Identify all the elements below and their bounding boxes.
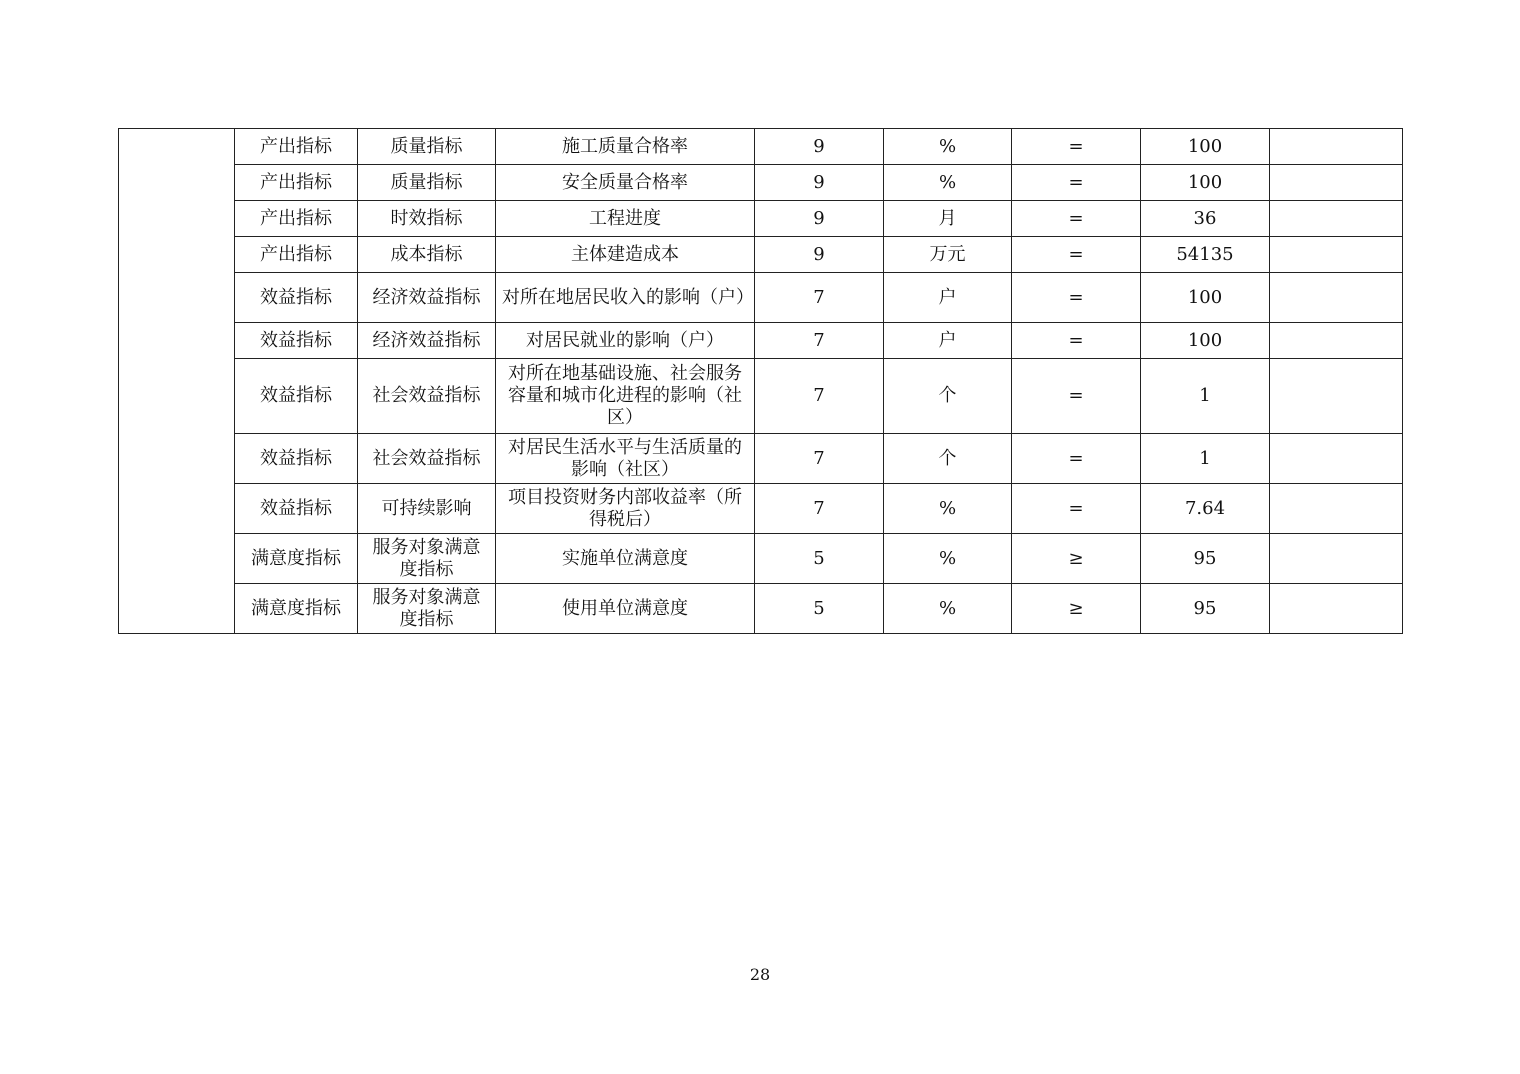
weight-cell: 5 — [755, 584, 884, 634]
unit-cell: % — [884, 584, 1012, 634]
table-row — [119, 201, 1403, 237]
target-value-cell: 95 — [1141, 584, 1270, 634]
weight-cell: 9 — [755, 165, 884, 201]
operator-cell: = — [1012, 273, 1141, 323]
table-body — [119, 129, 1403, 634]
remark-cell — [1270, 323, 1403, 359]
table-row — [119, 359, 1403, 434]
operator-cell: = — [1012, 484, 1141, 534]
level2-indicator-cell: 服务对象满意度指标 — [358, 584, 496, 634]
merged-blank-cell — [119, 129, 235, 634]
operator-cell: ≥ — [1012, 584, 1141, 634]
remark-cell — [1270, 359, 1403, 434]
unit-cell: 个 — [884, 434, 1012, 484]
level2-indicator-cell: 服务对象满意度指标 — [358, 534, 496, 584]
operator-cell: = — [1012, 237, 1141, 273]
target-value-cell: 100 — [1141, 129, 1270, 165]
unit-cell: % — [884, 534, 1012, 584]
level1-indicator-cell: 满意度指标 — [235, 584, 358, 634]
remark-cell — [1270, 584, 1403, 634]
operator-cell: = — [1012, 129, 1141, 165]
unit-cell: 万元 — [884, 237, 1012, 273]
page-number: 28 — [749, 965, 771, 984]
unit-cell: 个 — [884, 359, 1012, 434]
operator-cell: = — [1012, 323, 1141, 359]
level1-indicator-cell: 产出指标 — [235, 129, 358, 165]
unit-cell: % — [884, 129, 1012, 165]
level3-indicator-cell: 使用单位满意度 — [496, 584, 755, 634]
remark-cell — [1270, 129, 1403, 165]
target-value-cell: 100 — [1141, 323, 1270, 359]
level1-indicator-cell: 效益指标 — [235, 484, 358, 534]
level2-indicator-cell: 质量指标 — [358, 165, 496, 201]
operator-cell: = — [1012, 359, 1141, 434]
level1-indicator-cell: 效益指标 — [235, 434, 358, 484]
table-row — [119, 434, 1403, 484]
level3-indicator-cell: 对居民生活水平与生活质量的影响（社区） — [496, 434, 755, 484]
weight-cell: 7 — [755, 273, 884, 323]
table-row — [119, 165, 1403, 201]
level2-indicator-cell: 时效指标 — [358, 201, 496, 237]
target-value-cell: 1 — [1141, 434, 1270, 484]
performance-indicator-table — [118, 128, 1403, 634]
level1-indicator-cell: 产出指标 — [235, 201, 358, 237]
weight-cell: 7 — [755, 484, 884, 534]
level2-indicator-cell: 可持续影响 — [358, 484, 496, 534]
level3-indicator-cell: 实施单位满意度 — [496, 534, 755, 584]
target-value-cell: 36 — [1141, 201, 1270, 237]
table-row — [119, 129, 1403, 165]
weight-cell: 7 — [755, 323, 884, 359]
level1-indicator-cell: 效益指标 — [235, 359, 358, 434]
operator-cell: = — [1012, 201, 1141, 237]
level2-indicator-cell: 经济效益指标 — [358, 273, 496, 323]
operator-cell: ≥ — [1012, 534, 1141, 584]
table-row — [119, 323, 1403, 359]
level3-indicator-cell: 对居民就业的影响（户） — [496, 323, 755, 359]
level2-indicator-cell: 质量指标 — [358, 129, 496, 165]
operator-cell: = — [1012, 434, 1141, 484]
weight-cell: 7 — [755, 434, 884, 484]
target-value-cell: 95 — [1141, 534, 1270, 584]
unit-cell: % — [884, 165, 1012, 201]
level1-indicator-cell: 产出指标 — [235, 165, 358, 201]
unit-cell: % — [884, 484, 1012, 534]
remark-cell — [1270, 534, 1403, 584]
level2-indicator-cell: 成本指标 — [358, 237, 496, 273]
remark-cell — [1270, 273, 1403, 323]
unit-cell: 户 — [884, 323, 1012, 359]
level3-indicator-cell: 施工质量合格率 — [496, 129, 755, 165]
level1-indicator-cell: 满意度指标 — [235, 534, 358, 584]
unit-cell: 月 — [884, 201, 1012, 237]
table-row — [119, 273, 1403, 323]
target-value-cell: 7.64 — [1141, 484, 1270, 534]
table-row — [119, 484, 1403, 534]
target-value-cell: 100 — [1141, 165, 1270, 201]
weight-cell: 9 — [755, 237, 884, 273]
target-value-cell: 54135 — [1141, 237, 1270, 273]
weight-cell: 7 — [755, 359, 884, 434]
level3-indicator-cell: 工程进度 — [496, 201, 755, 237]
table-row — [119, 584, 1403, 634]
level1-indicator-cell: 效益指标 — [235, 323, 358, 359]
remark-cell — [1270, 165, 1403, 201]
remark-cell — [1270, 434, 1403, 484]
level3-indicator-cell: 主体建造成本 — [496, 237, 755, 273]
target-value-cell: 1 — [1141, 359, 1270, 434]
level1-indicator-cell: 效益指标 — [235, 273, 358, 323]
level2-indicator-cell: 经济效益指标 — [358, 323, 496, 359]
table-row — [119, 534, 1403, 584]
unit-cell: 户 — [884, 273, 1012, 323]
level1-indicator-cell: 产出指标 — [235, 237, 358, 273]
table-row — [119, 237, 1403, 273]
level3-indicator-cell: 对所在地基础设施、社会服务容量和城市化进程的影响（社区） — [496, 359, 755, 434]
weight-cell: 9 — [755, 129, 884, 165]
level3-indicator-cell: 对所在地居民收入的影响（户） — [496, 273, 755, 323]
operator-cell: = — [1012, 165, 1141, 201]
level2-indicator-cell: 社会效益指标 — [358, 359, 496, 434]
level3-indicator-cell: 项目投资财务内部收益率（所得税后） — [496, 484, 755, 534]
target-value-cell: 100 — [1141, 273, 1270, 323]
remark-cell — [1270, 237, 1403, 273]
remark-cell — [1270, 484, 1403, 534]
weight-cell: 9 — [755, 201, 884, 237]
level2-indicator-cell: 社会效益指标 — [358, 434, 496, 484]
level3-indicator-cell: 安全质量合格率 — [496, 165, 755, 201]
remark-cell — [1270, 201, 1403, 237]
weight-cell: 5 — [755, 534, 884, 584]
